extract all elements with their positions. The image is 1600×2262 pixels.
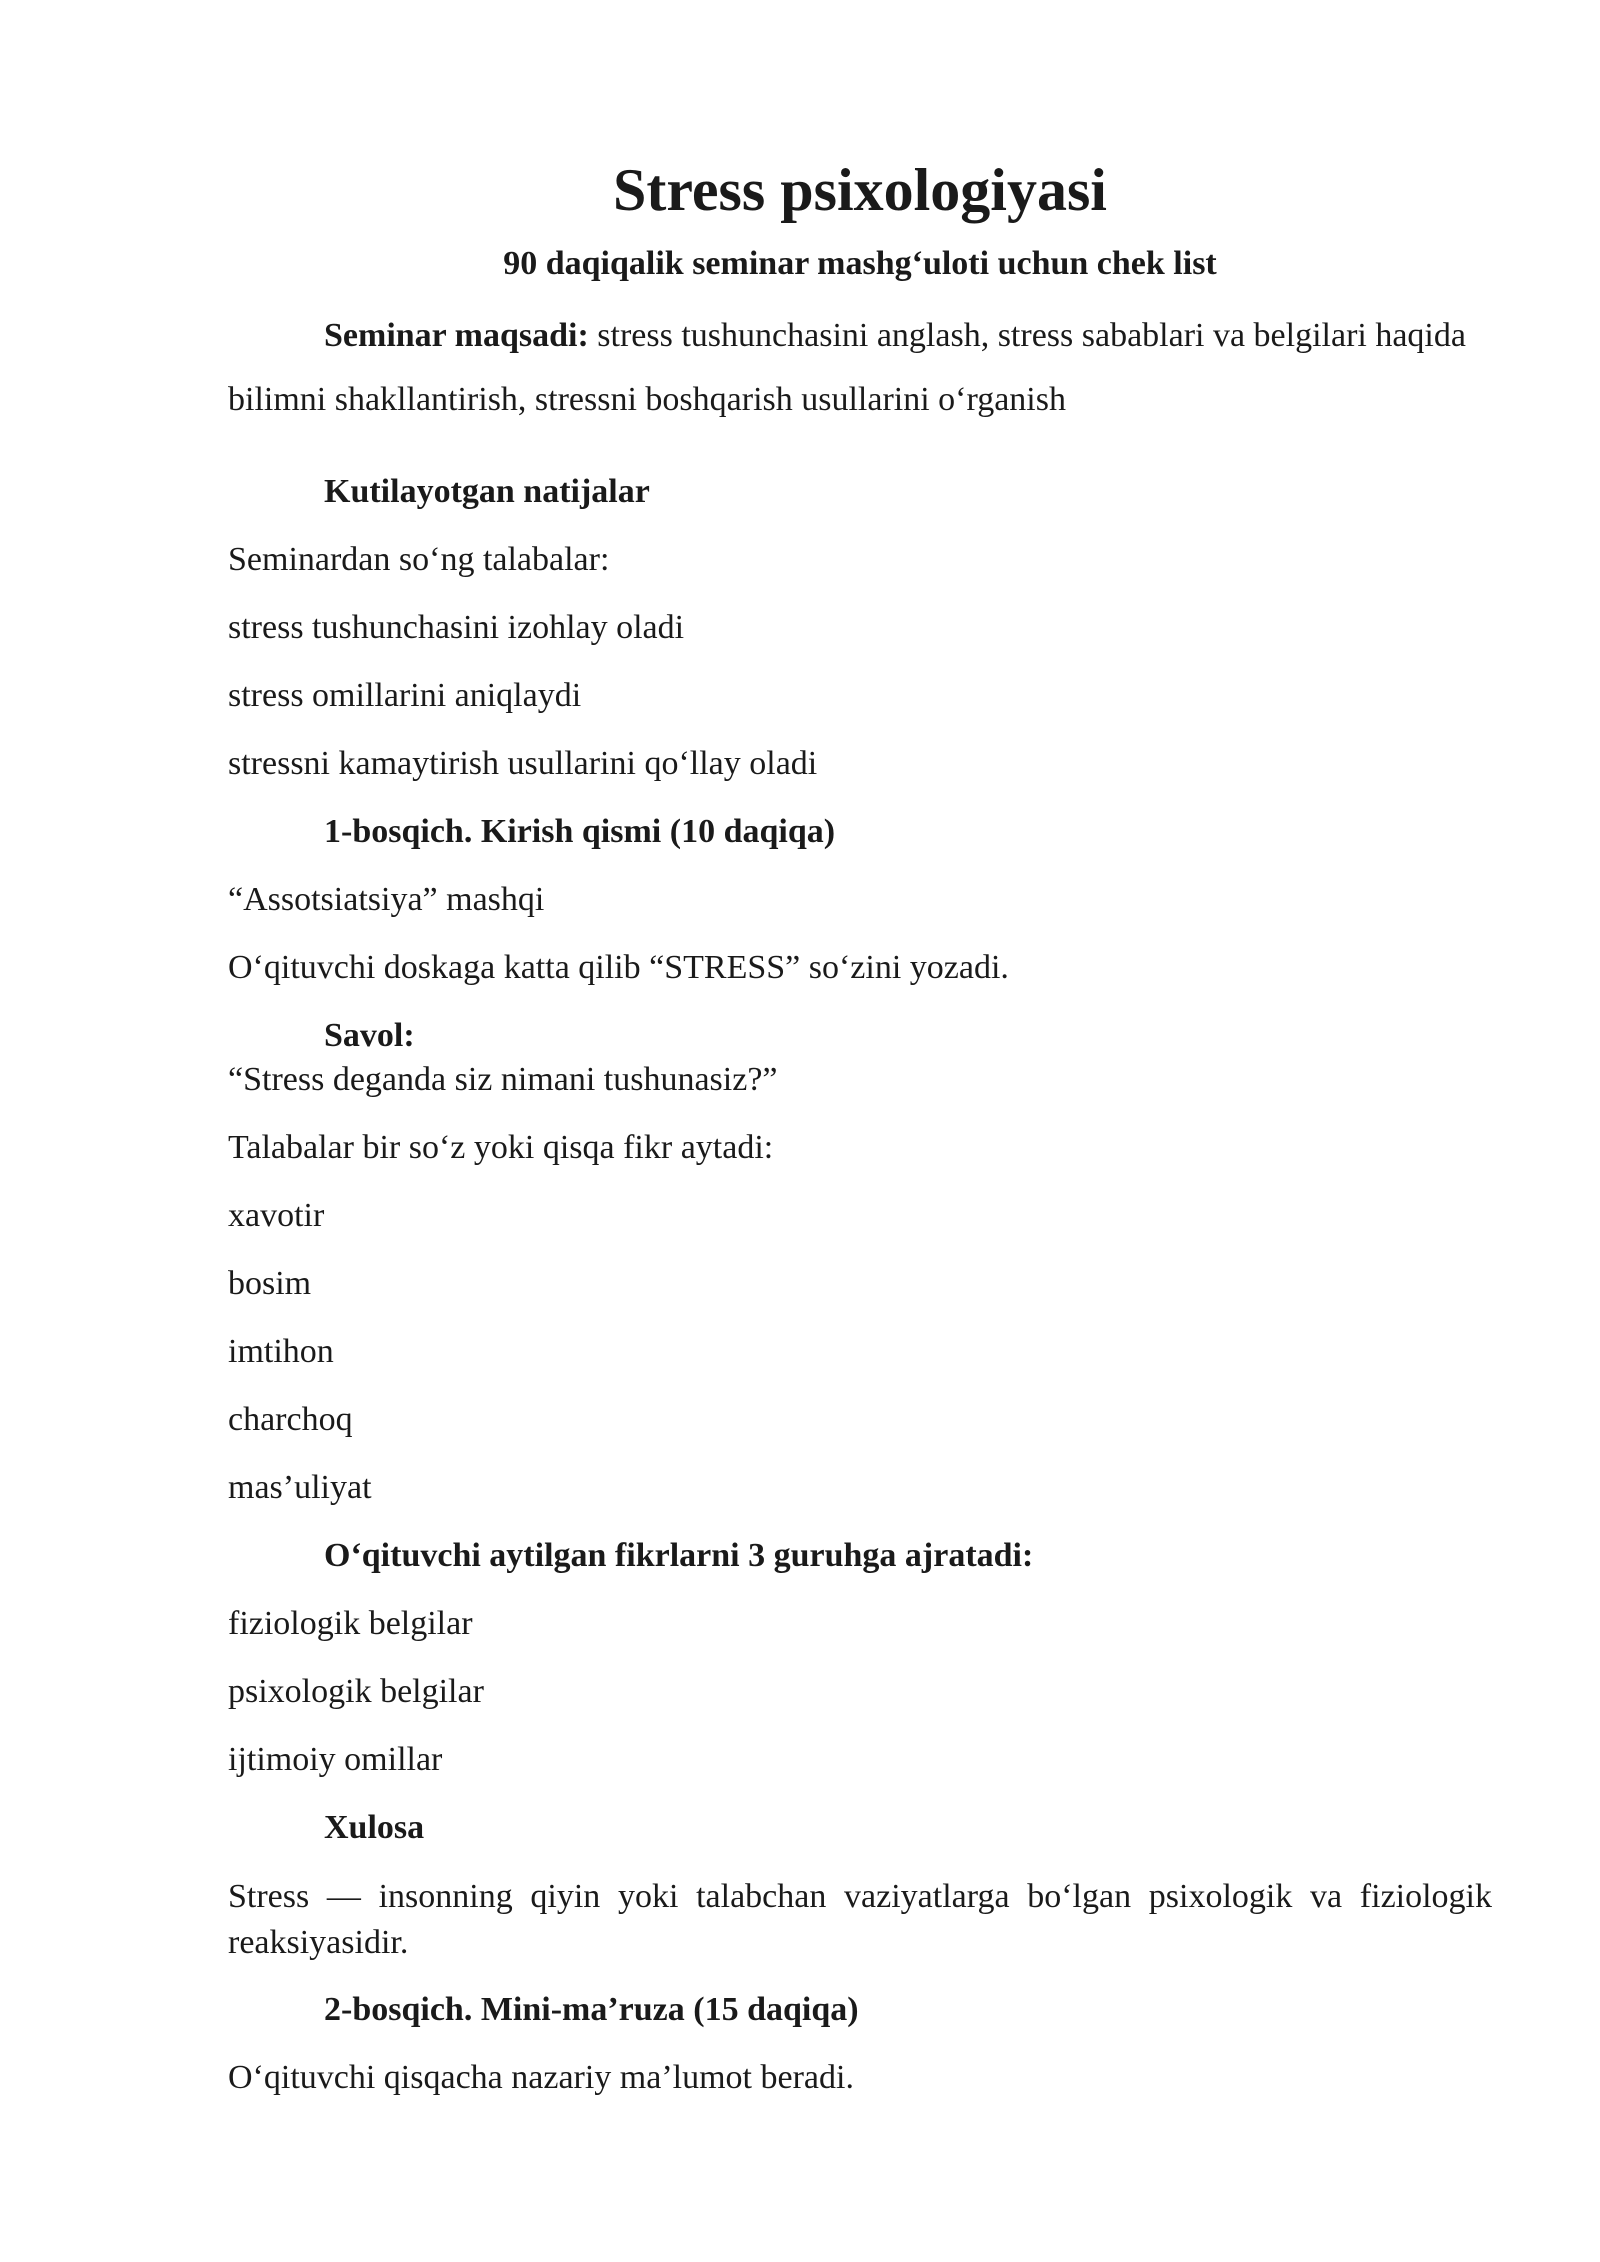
document-subtitle: 90 daqiqalik seminar mashg‘uloti uchun chek list [503, 245, 1217, 282]
conclusion-text: Stress — insonning qiyin yoki talabchan vaziyatlarga bo‘lgan psixologik va fiziologik reaksiyasidir. [228, 1878, 1492, 1961]
question-text: “Stress deganda siz nimani tushunasiz?” [228, 1061, 778, 1098]
document-title: Stress psixologiyasi [613, 157, 1107, 223]
expected-results-intro: Seminardan so‘ng talabalar: [228, 541, 610, 578]
seminar-goal-text: stress tushunchasini anglash, stress sabablari va belgilari haqida bilimni shakllantirish, stressni boshqarish usullarini o‘rganish [228, 317, 1466, 418]
answers-intro: Talabalar bir so‘z yoki qisqa fikr aytadi: [228, 1129, 774, 1166]
answer-item: bosim [228, 1265, 312, 1302]
document-content [228, 150, 1492, 2112]
stage2-heading: 2-bosqich. Mini-ma’ruza (15 daqiqa) [324, 1991, 859, 2028]
stage1-heading: 1-bosqich. Kirish qismi (10 daqiqa) [324, 813, 836, 850]
answer-item: charchoq [228, 1401, 353, 1438]
question-label: Savol: [324, 1017, 415, 1054]
expected-results-heading: Kutilayotgan natijalar [324, 473, 650, 510]
group-item: ijtimoiy omillar [228, 1741, 443, 1778]
expected-result-item: stress tushunchasini izohlay oladi [228, 609, 685, 646]
conclusion-heading: Xulosa [324, 1809, 425, 1846]
seminar-goal-label: Seminar maqsadi: [324, 317, 589, 354]
stage2-text: O‘qituvchi qisqacha nazariy ma’lumot beradi. [228, 2059, 854, 2096]
grouping-heading: O‘qituvchi aytilgan fikrlarni 3 guruhga ajratadi: [324, 1537, 1034, 1574]
expected-result-item: stressni kamaytirish usullarini qo‘llay oladi [228, 745, 818, 782]
group-item: fiziologik belgilar [228, 1605, 473, 1642]
answer-item: imtihon [228, 1333, 334, 1370]
seminar-goal-paragraph [228, 304, 1492, 432]
stage1-exercise: “Assotsiatsiya” mashqi [228, 881, 545, 918]
group-item: psixologik belgilar [228, 1673, 484, 1710]
expected-result-item: stress omillarini aniqlaydi [228, 677, 582, 714]
stage1-instruction: O‘qituvchi doskaga katta qilib “STRESS” so‘zini yozadi. [228, 949, 1009, 986]
answer-item: xavotir [228, 1197, 325, 1234]
answer-item: mas’uliyat [228, 1469, 372, 1506]
